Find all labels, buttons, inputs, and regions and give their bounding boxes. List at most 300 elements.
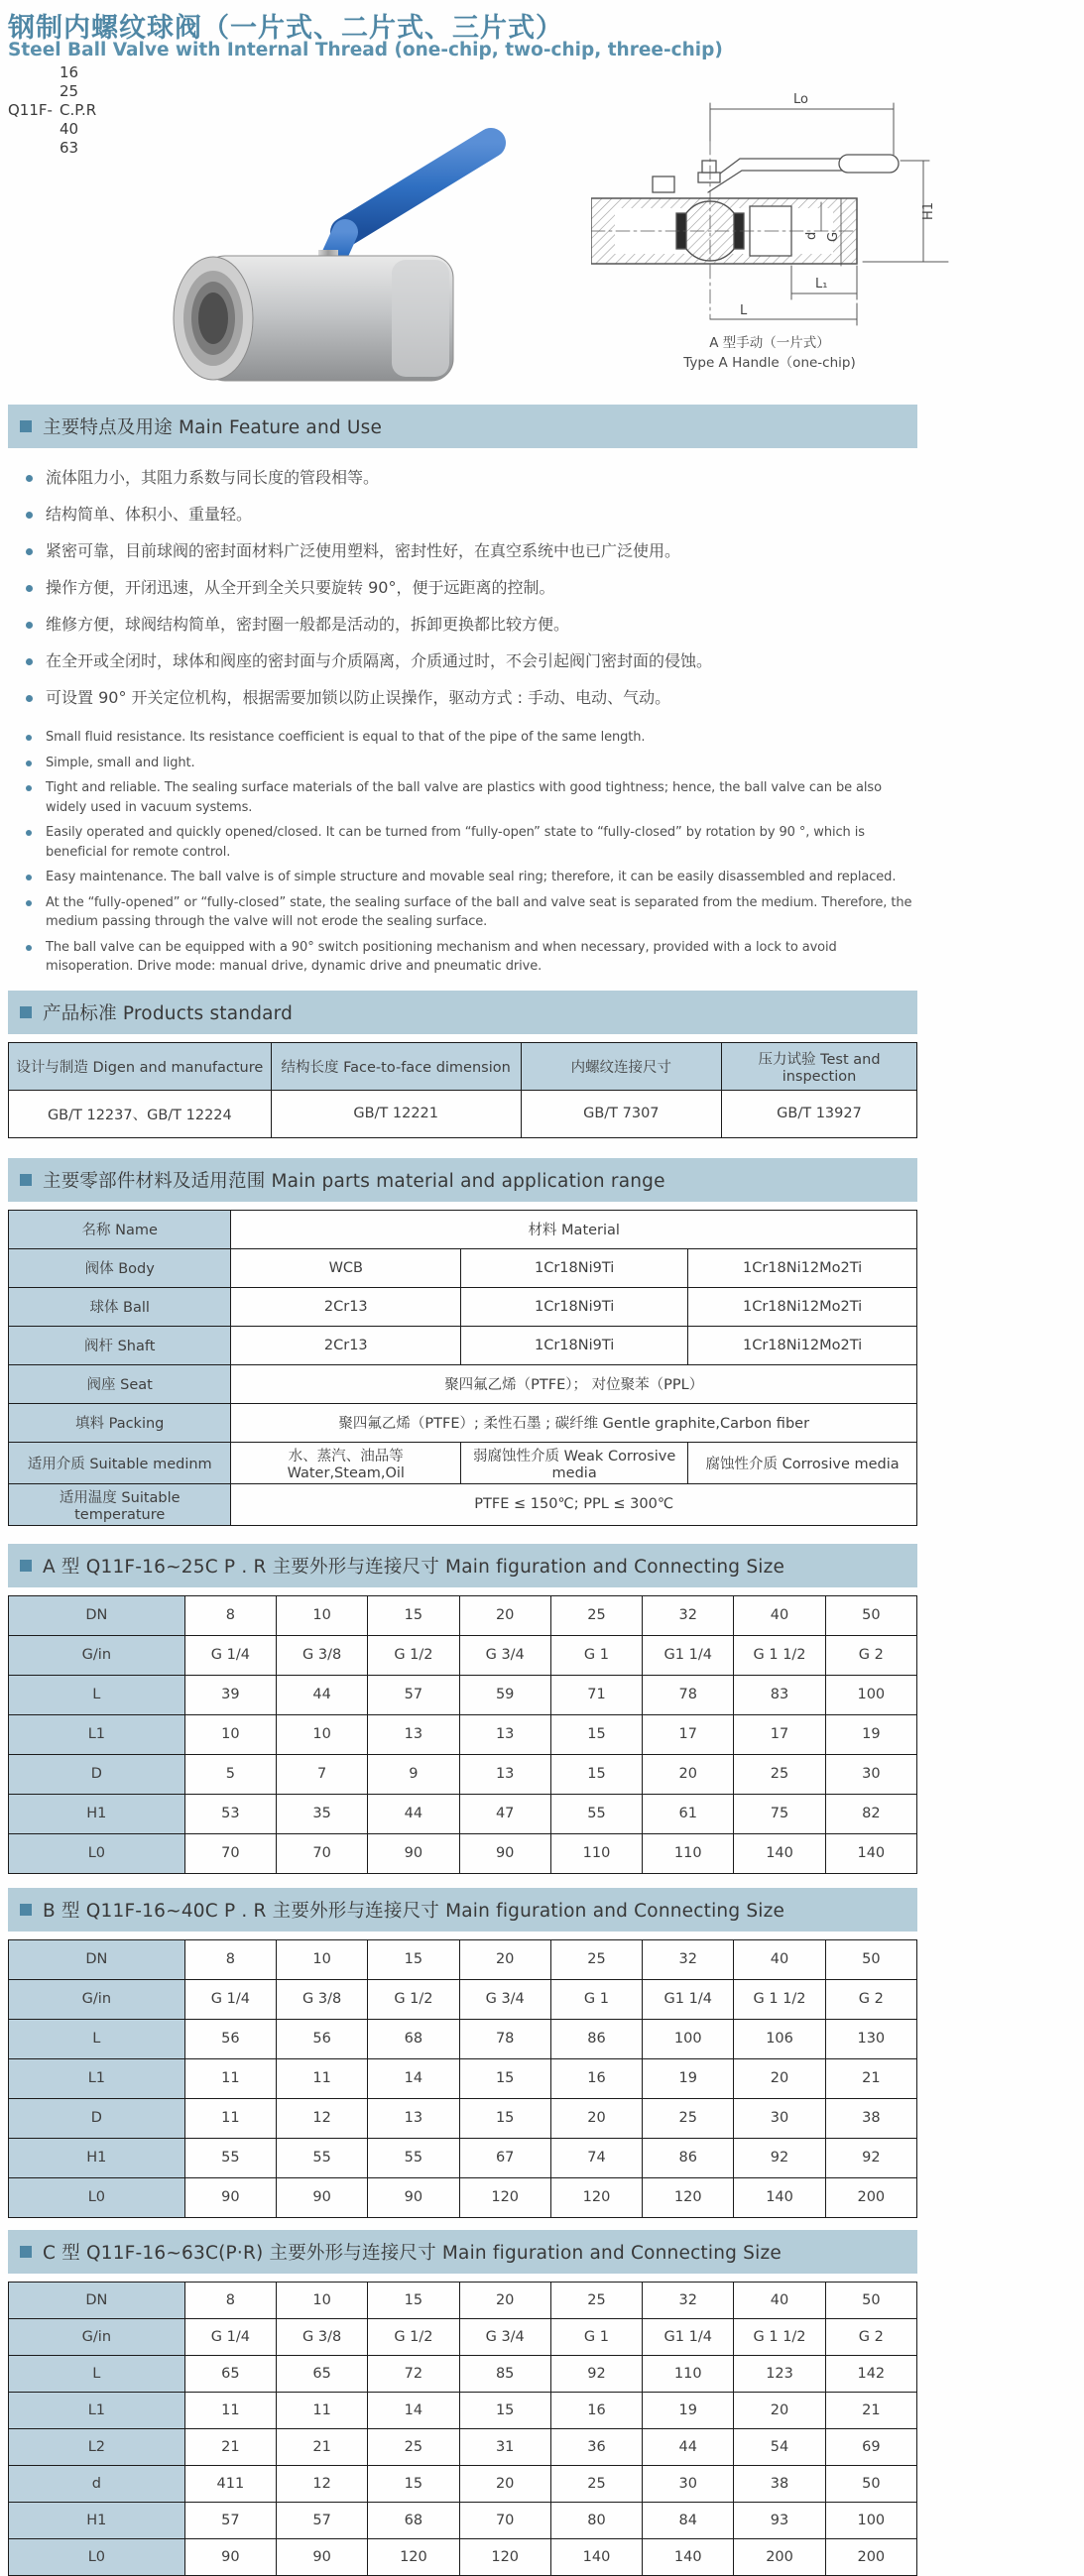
- value-cell: 92: [550, 2355, 642, 2392]
- value-cell: 36: [550, 2428, 642, 2465]
- table-row: [9, 1248, 917, 1287]
- value-cell: 123: [734, 2355, 825, 2392]
- page-title: 钢制内螺纹球阀（一片式、二片式、三片式）: [8, 13, 563, 44]
- drawing-caption-zh: A 型手动（一片式）: [709, 335, 830, 351]
- value-cell: 15: [368, 1939, 459, 1979]
- value-cell: G 3/8: [276, 2318, 367, 2355]
- value-cell: 13: [368, 1714, 459, 1754]
- row-label-cell: H1: [9, 1794, 185, 1833]
- row-label-cell: DN: [9, 2282, 185, 2318]
- table-row: [9, 2538, 917, 2575]
- value-cell: 20: [459, 1595, 550, 1635]
- value-cell: 21: [825, 2392, 916, 2428]
- section-square-icon: [20, 1006, 32, 1018]
- value-cell: G1 1/4: [643, 2318, 734, 2355]
- value-cell: 140: [734, 2177, 825, 2217]
- value-cell: 15: [368, 2465, 459, 2502]
- row-label-cell: L1: [9, 1714, 185, 1754]
- value-cell: 20: [459, 2465, 550, 2502]
- value-cell: 57: [184, 2502, 276, 2538]
- value-cell: G 3/8: [276, 1979, 367, 2019]
- value-cell: 120: [550, 2177, 642, 2217]
- value-cell: 38: [734, 2465, 825, 2502]
- feature-item-en: Small fluid resistance. Its resistance coefficient is equal to that of the pipe of the same length.: [22, 728, 917, 748]
- value-cell: 50: [825, 2282, 916, 2318]
- value-cell: 55: [276, 2138, 367, 2177]
- value-cell: 84: [643, 2502, 734, 2538]
- section-square-icon: [20, 420, 32, 432]
- value-cell: 15: [459, 2098, 550, 2138]
- value-cell: 68: [368, 2502, 459, 2538]
- value-cell: 90: [184, 2538, 276, 2575]
- dimensions-table-type-a: [8, 1595, 917, 1874]
- value-cell: 1Cr18Ni12Mo2Ti: [688, 1248, 917, 1287]
- section-square-icon: [20, 1174, 32, 1186]
- drawing-caption-en: Type A Handle（one-chip): [683, 355, 856, 371]
- value-cell: 19: [643, 2392, 734, 2428]
- value-cell: 20: [734, 2058, 825, 2098]
- value-cell: 92: [825, 2138, 916, 2177]
- row-label-cell: D: [9, 2098, 185, 2138]
- feature-item-en: Easy maintenance. The ball valve is of simple structure and movable seal ring; therefore, it can be easily disassembled and replaced.: [22, 868, 917, 887]
- table-row: [9, 2098, 917, 2138]
- row-label-cell: G/in: [9, 1979, 185, 2019]
- value-cell: 8: [184, 1595, 276, 1635]
- value-cell: 10: [276, 1595, 367, 1635]
- value-cell: 50: [825, 1939, 916, 1979]
- value-cell: 弱腐蚀性介质 Weak Corrosive media: [461, 1442, 688, 1483]
- value-cell: 8: [184, 1939, 276, 1979]
- table-row: [9, 2138, 917, 2177]
- value-cell: 50: [825, 1595, 916, 1635]
- section-header-type-b: [8, 1888, 917, 1932]
- value-cell: 15: [368, 1595, 459, 1635]
- value-cell: 57: [276, 2502, 367, 2538]
- pressure-option: 25: [60, 82, 79, 100]
- value-cell: G 1/4: [184, 1635, 276, 1675]
- table-row: [9, 1833, 917, 1873]
- value-cell: G 1/2: [368, 1979, 459, 2019]
- section-header-type-a: [8, 1544, 917, 1587]
- value-cell: 21: [184, 2428, 276, 2465]
- row-label-cell: L: [9, 2019, 185, 2058]
- value-cell: 25: [643, 2098, 734, 2138]
- row-label-cell: 适用介质 Suitable medinm: [9, 1442, 231, 1483]
- table-row: [9, 1754, 917, 1794]
- section-header-standard: [8, 991, 917, 1034]
- value-cell: 11: [276, 2058, 367, 2098]
- feature-item-zh: 维修方便，球阀结构简单，密封圈一般都是活动的，拆卸更换都比较方便。: [22, 613, 917, 637]
- value-cell: 90: [368, 2177, 459, 2217]
- row-label-cell: DN: [9, 1595, 185, 1635]
- value-cell: 55: [368, 2138, 459, 2177]
- value-cell: 65: [276, 2355, 367, 2392]
- dimensions-table-type-b: [8, 1939, 917, 2218]
- section-title: B 型 Q11F-16~40C P . R 主要外形与连接尺寸 Main figuration and Connecting Size: [43, 1900, 785, 1922]
- table-row: [9, 2177, 917, 2217]
- model-designation: [8, 63, 96, 158]
- value-cell: G 1 1/2: [734, 1979, 825, 2019]
- table-row: [9, 1326, 917, 1364]
- row-label-cell: L0: [9, 2177, 185, 2217]
- value-cell: 12: [276, 2465, 367, 2502]
- value-cell: 水、蒸汽、油品等 Water,Steam,Oil: [231, 1442, 461, 1483]
- row-label-cell: L1: [9, 2058, 185, 2098]
- feature-list-english: [8, 728, 917, 977]
- row-label-cell: DN: [9, 1939, 185, 1979]
- value-cell: G 1/4: [184, 2318, 276, 2355]
- value-cell: 30: [643, 2465, 734, 2502]
- value-cell: G 1: [550, 1979, 642, 2019]
- value-cell: 5: [184, 1754, 276, 1794]
- feature-item-en: Tight and reliable. The sealing surface materials of the ball valve are plastics with good tightness; hence, the ball valve can be also widely used in vacuum systems.: [22, 778, 917, 817]
- dimensions-table-type-c: [8, 2282, 917, 2576]
- value-cell: 16: [550, 2058, 642, 2098]
- table-row: [9, 1675, 917, 1714]
- value-cell: 2Cr13: [231, 1287, 461, 1326]
- row-label-cell: 阀座 Seat: [9, 1364, 231, 1403]
- table-row: [9, 1287, 917, 1326]
- value-cell: 120: [368, 2538, 459, 2575]
- feature-item-zh: 操作方便，开闭迅速，从全开到全关只要旋转 90°，便于远距离的控制。: [22, 576, 917, 600]
- value-cell: 20: [734, 2392, 825, 2428]
- value-cell: 19: [825, 1714, 916, 1754]
- table-row: [9, 2355, 917, 2392]
- row-label-cell: G/in: [9, 2318, 185, 2355]
- value-cell: 10: [276, 1939, 367, 1979]
- table-row: [9, 2465, 917, 2502]
- table-row: [9, 1442, 917, 1483]
- dim-label-g: G: [826, 231, 841, 242]
- value-cell: 100: [825, 1675, 916, 1714]
- value-cell: 14: [368, 2392, 459, 2428]
- value-cell: 8: [184, 2282, 276, 2318]
- materials-table: [8, 1210, 917, 1526]
- value-cell: G 1 1/2: [734, 2318, 825, 2355]
- value-cell: 56: [184, 2019, 276, 2058]
- value-cell: 140: [643, 2538, 734, 2575]
- header-cell: 压力试验 Test and inspection: [722, 1042, 917, 1090]
- value-cell: 80: [550, 2502, 642, 2538]
- value-cell: 32: [643, 2282, 734, 2318]
- row-label-cell: D: [9, 1754, 185, 1794]
- feature-item-zh: 在全开或全闭时，球体和阀座的密封面与介质隔离，介质通过时，不会引起阀门密封面的侵蚀。: [22, 649, 917, 673]
- value-cell: 72: [368, 2355, 459, 2392]
- section-title: A 型 Q11F-16~25C P . R 主要外形与连接尺寸 Main figuration and Connecting Size: [43, 1556, 785, 1578]
- value-cell: 11: [184, 2058, 276, 2098]
- table-row: [9, 1939, 917, 1979]
- feature-item-zh: 可设置 90° 开关定位机构，根据需要加锁以防止误操作，驱动方式 : 手动、电动、气动。: [22, 686, 917, 710]
- row-label-cell: L1: [9, 2392, 185, 2428]
- value-cell: 44: [276, 1675, 367, 1714]
- value-cell: 15: [459, 2058, 550, 2098]
- value-cell: 7: [276, 1754, 367, 1794]
- feature-item-en: Simple, small and light.: [22, 754, 917, 773]
- value-cell: G 2: [825, 1979, 916, 2019]
- value-cell: 10: [276, 2282, 367, 2318]
- valve-photo: [142, 81, 539, 391]
- table-row: [9, 1364, 917, 1403]
- value-cell: 70: [276, 1833, 367, 1873]
- section-square-icon: [20, 1904, 32, 1916]
- pressure-option: 40: [60, 120, 79, 138]
- value-cell: 17: [734, 1714, 825, 1754]
- feature-item-en: Easily operated and quickly opened/closed. It can be turned from “fully-open” state to “fully-closed” by rotation by 90 °, which is beneficial for remote control.: [22, 823, 917, 862]
- value-cell: 55: [550, 1794, 642, 1833]
- value-cell: GB/T 12221: [271, 1090, 521, 1137]
- value-cell: 110: [643, 1833, 734, 1873]
- dim-label-h1: H1: [921, 201, 936, 220]
- value-cell: G 2: [825, 1635, 916, 1675]
- table-row: [9, 1090, 917, 1137]
- value-cell: 93: [734, 2502, 825, 2538]
- table-row: [9, 2502, 917, 2538]
- feature-item-zh: 结构简单、体积小、重量轻。: [22, 503, 917, 527]
- value-cell: 100: [643, 2019, 734, 2058]
- value-cell: 50: [825, 2465, 916, 2502]
- value-cell: G 1: [550, 1635, 642, 1675]
- value-cell: 20: [459, 1939, 550, 1979]
- value-cell: 17: [643, 1714, 734, 1754]
- section-square-icon: [20, 2246, 32, 2258]
- row-label-cell: 阀杆 Shaft: [9, 1326, 231, 1364]
- value-cell: GB/T 7307: [521, 1090, 721, 1137]
- pressure-option: 16: [60, 63, 79, 81]
- model-suffix: C.P.R: [60, 101, 97, 119]
- drawing-caption: [591, 333, 948, 373]
- value-cell: 25: [368, 2428, 459, 2465]
- value-cell: 56: [276, 2019, 367, 2058]
- value-cell: 57: [368, 1675, 459, 1714]
- value-cell: PTFE ≤ 150℃; PPL ≤ 300℃: [231, 1483, 917, 1525]
- table-row: [9, 1635, 917, 1675]
- value-cell: GB/T 13927: [722, 1090, 917, 1137]
- row-label-cell: L: [9, 1675, 185, 1714]
- table-row: [9, 1714, 917, 1754]
- value-cell: 90: [276, 2538, 367, 2575]
- value-cell: 70: [184, 1833, 276, 1873]
- value-cell: 35: [276, 1794, 367, 1833]
- value-cell: 聚四氟乙烯（PTFE）； 对位聚苯（PPL）: [231, 1364, 917, 1403]
- value-cell: 13: [459, 1714, 550, 1754]
- section-header-features: [8, 405, 917, 448]
- value-cell: 44: [643, 2428, 734, 2465]
- value-cell: 200: [734, 2538, 825, 2575]
- value-cell: 25: [550, 2465, 642, 2502]
- value-cell: 21: [825, 2058, 916, 2098]
- valve-drawing: [591, 81, 1018, 331]
- value-cell: 86: [550, 2019, 642, 2058]
- name-header-cell: 名称 Name: [9, 1210, 231, 1248]
- value-cell: 140: [734, 1833, 825, 1873]
- value-cell: 106: [734, 2019, 825, 2058]
- value-cell: 14: [368, 2058, 459, 2098]
- value-cell: 39: [184, 1675, 276, 1714]
- value-cell: 411: [184, 2465, 276, 2502]
- value-cell: G 2: [825, 2318, 916, 2355]
- section-title: 主要零部件材料及适用范围 Main parts material and application range: [43, 1170, 665, 1192]
- value-cell: 44: [368, 1794, 459, 1833]
- value-cell: G 3/4: [459, 2318, 550, 2355]
- row-label-cell: 填料 Packing: [9, 1403, 231, 1442]
- value-cell: 78: [643, 1675, 734, 1714]
- value-cell: WCB: [231, 1248, 461, 1287]
- table-row: [9, 2019, 917, 2058]
- value-cell: 142: [825, 2355, 916, 2392]
- header-cell: 内螺纹连接尺寸: [521, 1042, 721, 1090]
- value-cell: 20: [550, 2098, 642, 2138]
- value-cell: G 3/8: [276, 1635, 367, 1675]
- table-row: [9, 1483, 917, 1525]
- value-cell: GB/T 12237、GB/T 12224: [9, 1090, 272, 1137]
- feature-list-chinese: [8, 466, 917, 710]
- row-label-cell: 适用温度 Suitable temperature: [9, 1483, 231, 1525]
- value-cell: 25: [550, 1595, 642, 1635]
- value-cell: G1 1/4: [643, 1635, 734, 1675]
- pressure-option: 63: [60, 139, 79, 157]
- value-cell: 55: [184, 2138, 276, 2177]
- value-cell: 90: [459, 1833, 550, 1873]
- value-cell: 71: [550, 1675, 642, 1714]
- value-cell: 13: [368, 2098, 459, 2138]
- value-cell: 20: [643, 1754, 734, 1794]
- row-label-cell: L2: [9, 2428, 185, 2465]
- row-label-cell: L0: [9, 1833, 185, 1873]
- value-cell: 61: [643, 1794, 734, 1833]
- header-cell: 结构长度 Face-to-face dimension: [271, 1042, 521, 1090]
- value-cell: 90: [368, 1833, 459, 1873]
- row-label-cell: G/in: [9, 1635, 185, 1675]
- value-cell: 1Cr18Ni9Ti: [461, 1248, 688, 1287]
- value-cell: 聚四氟乙烯（PTFE）; 柔性石墨 ; 碳纤维 Gentle graphite,Carbon fiber: [231, 1403, 917, 1442]
- value-cell: 59: [459, 1675, 550, 1714]
- value-cell: 54: [734, 2428, 825, 2465]
- value-cell: 25: [550, 2282, 642, 2318]
- dim-label-l: L: [740, 303, 748, 318]
- value-cell: 32: [643, 1595, 734, 1635]
- table-row: [9, 1979, 917, 2019]
- header-cell: 设计与制造 Digen and manufacture: [9, 1042, 272, 1090]
- row-label-cell: L: [9, 2355, 185, 2392]
- value-cell: 67: [459, 2138, 550, 2177]
- value-cell: 110: [550, 1833, 642, 1873]
- table-row: [9, 2318, 917, 2355]
- value-cell: 15: [368, 2282, 459, 2318]
- table-row: [9, 1794, 917, 1833]
- table-row: [9, 2282, 917, 2318]
- model-prefix: Q11F-: [8, 101, 53, 119]
- value-cell: 1Cr18Ni12Mo2Ti: [688, 1326, 917, 1364]
- value-cell: 53: [184, 1794, 276, 1833]
- value-cell: 38: [825, 2098, 916, 2138]
- value-cell: 40: [734, 1595, 825, 1635]
- value-cell: 69: [825, 2428, 916, 2465]
- section-square-icon: [20, 1560, 32, 1572]
- value-cell: 75: [734, 1794, 825, 1833]
- table-row: [9, 1403, 917, 1442]
- feature-item-zh: 紧密可靠，目前球阀的密封面材料广泛使用塑料，密封性好，在真空系统中也已广泛使用。: [22, 539, 917, 563]
- value-cell: G 1/2: [368, 1635, 459, 1675]
- value-cell: 20: [459, 2282, 550, 2318]
- value-cell: 100: [825, 2502, 916, 2538]
- value-cell: 10: [276, 1714, 367, 1754]
- feature-item-en: The ball valve can be equipped with a 90° switch positioning mechanism and when necessary, provided with a lock to avoid misoperation. Drive mode: manual drive, dynamic drive and pneumatic drive.: [22, 938, 917, 977]
- value-cell: 11: [276, 2392, 367, 2428]
- value-cell: 21: [276, 2428, 367, 2465]
- value-cell: 120: [459, 2177, 550, 2217]
- row-label-cell: H1: [9, 2138, 185, 2177]
- value-cell: 12: [276, 2098, 367, 2138]
- dim-label-l1: L₁: [815, 277, 828, 292]
- value-cell: 31: [459, 2428, 550, 2465]
- value-cell: 120: [643, 2177, 734, 2217]
- value-cell: 1Cr18Ni12Mo2Ti: [688, 1287, 917, 1326]
- value-cell: 68: [368, 2019, 459, 2058]
- value-cell: G 3/4: [459, 1635, 550, 1675]
- value-cell: 110: [643, 2355, 734, 2392]
- value-cell: G1 1/4: [643, 1979, 734, 2019]
- value-cell: 200: [825, 2177, 916, 2217]
- value-cell: 2Cr13: [231, 1326, 461, 1364]
- row-label-cell: 球体 Ball: [9, 1287, 231, 1326]
- section-title: 产品标准 Products standard: [43, 1002, 294, 1024]
- table-row: [9, 2428, 917, 2465]
- value-cell: 15: [550, 1754, 642, 1794]
- table-row: [9, 1595, 917, 1635]
- table-header-row: [9, 1042, 917, 1090]
- value-cell: 15: [459, 2392, 550, 2428]
- value-cell: 86: [643, 2138, 734, 2177]
- value-cell: 83: [734, 1675, 825, 1714]
- feature-item-zh: 流体阻力小，其阻力系数与同长度的管段相等。: [22, 466, 917, 490]
- value-cell: 85: [459, 2355, 550, 2392]
- value-cell: G 3/4: [459, 1979, 550, 2019]
- value-cell: 140: [825, 1833, 916, 1873]
- value-cell: 70: [459, 2502, 550, 2538]
- value-cell: 200: [825, 2538, 916, 2575]
- table-header-row: [9, 1210, 917, 1248]
- value-cell: 19: [643, 2058, 734, 2098]
- value-cell: 74: [550, 2138, 642, 2177]
- row-label-cell: d: [9, 2465, 185, 2502]
- value-cell: 1Cr18Ni9Ti: [461, 1326, 688, 1364]
- value-cell: 78: [459, 2019, 550, 2058]
- value-cell: 30: [825, 1754, 916, 1794]
- value-cell: 13: [459, 1754, 550, 1794]
- section-title: 主要特点及用途 Main Feature and Use: [43, 417, 383, 438]
- value-cell: 40: [734, 1939, 825, 1979]
- value-cell: 47: [459, 1794, 550, 1833]
- page-subtitle: Steel Ball Valve with Internal Thread (one-chip, two-chip, three-chip): [8, 40, 723, 60]
- products-standard-table: [8, 1042, 917, 1138]
- value-cell: 90: [184, 2177, 276, 2217]
- value-cell: 25: [734, 1754, 825, 1794]
- value-cell: 腐蚀性介质 Corrosive media: [688, 1442, 917, 1483]
- dim-label-d: d: [804, 231, 819, 240]
- feature-item-en: At the “fully-opened” or “fully-closed” state, the sealing surface of the ball and valve seat is separated from the medium. Therefore, the medium passing through the valve will not erode the sealing surface.: [22, 893, 917, 932]
- value-cell: 90: [276, 2177, 367, 2217]
- value-cell: G 1 1/2: [734, 1635, 825, 1675]
- value-cell: 40: [734, 2282, 825, 2318]
- value-cell: 32: [643, 1939, 734, 1979]
- value-cell: 82: [825, 1794, 916, 1833]
- value-cell: 11: [184, 2392, 276, 2428]
- row-label-cell: 阀体 Body: [9, 1248, 231, 1287]
- value-cell: G 1/4: [184, 1979, 276, 2019]
- dim-label-lo: Lo: [793, 92, 808, 107]
- table-row: [9, 2392, 917, 2428]
- value-cell: 120: [459, 2538, 550, 2575]
